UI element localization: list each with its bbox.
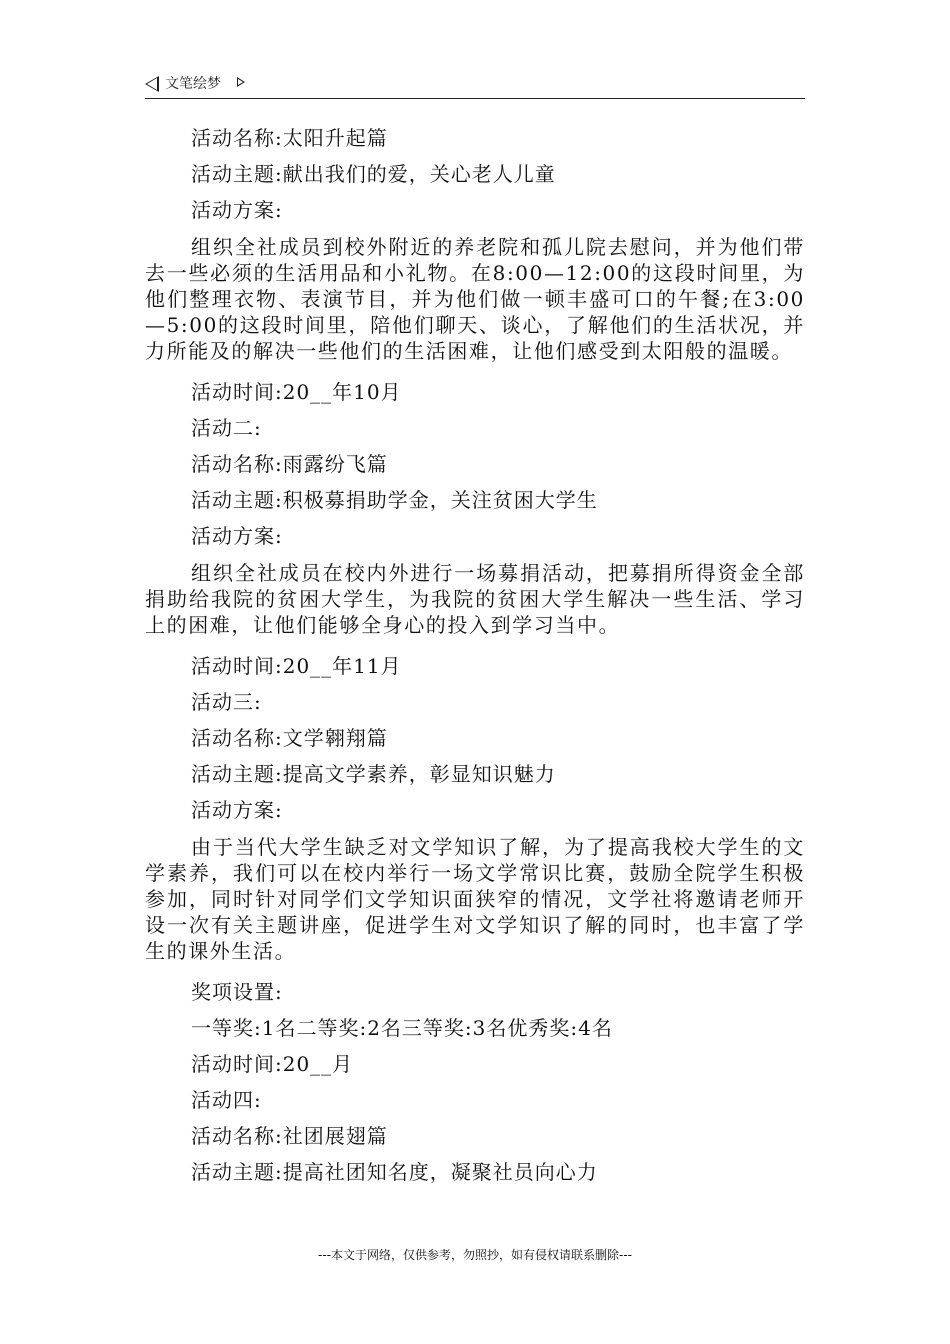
activity-heading: 活动三: [191,690,262,714]
activity-time-line: 活动时间:20__年10月 [191,380,402,404]
left-triangle-icon [145,76,159,92]
activity-theme-line: 活动主题:提高社团知名度，凝聚社员向心力 [191,1160,598,1184]
activity-theme-line: 活动主题:献出我们的爱，关心老人儿童 [191,162,556,186]
activity-name-line: 活动名称:社团展翅篇 [191,1124,388,1148]
document-body [145,120,805,1190]
activity-plan-heading: 活动方案: [191,524,283,548]
activity-time-line: 活动时间:20__年11月 [191,654,402,678]
activity-heading: 活动四: [191,1088,262,1112]
awards-heading: 奖项设置: [191,980,283,1004]
right-triangle-icon [237,77,245,87]
activity-time-line: 活动时间:20__月 [191,1052,354,1076]
activity-name-line: 活动名称:雨露纷飞篇 [191,452,388,476]
brand-name: 文笔绘梦 [165,76,221,92]
activity-heading: 活动二: [191,416,262,440]
activity-plan-heading: 活动方案: [191,798,283,822]
activity-plan-paragraph: 组织全社成员到校外附近的养老院和孤儿院去慰问，并为他们带去一些必须的生活用品和小礼物。在8:00—12:00的这段时间里，为他们整理衣物、表演节目，并为他们做一顿丰盛可口的午餐;在3:00—5:00的这段时间里，陪他们聊天、谈心，了解他们的生活状况，并力所能及的解决一些他们的生活困难，让他们感受到太阳般的温暖。 [145,235,805,363]
page-footer: ---本文于网络，仅供参考，勿照抄，如有侵权请联系删除--- [318,1248,632,1262]
awards-line: 一等奖:1名二等奖:2名三等奖:3名优秀奖:4名 [191,1016,613,1040]
activity-plan-heading: 活动方案: [191,198,283,222]
activity-name-line: 活动名称:太阳升起篇 [191,126,388,150]
activity-theme-line: 活动主题:积极募捐助学金，关注贫困大学生 [191,488,598,512]
activity-plan-paragraph: 由于当代大学生缺乏对文学知识了解，为了提高我校大学生的文学素养，我们可以在校内举行一场文学常识比赛，鼓励全院学生积极参加，同时针对同学们文学知识面狭窄的情况，文学社将邀请老师开设一次有关主题讲座，促进学生对文学知识了解的同时，也丰富了学生的课外生活。 [145,835,805,963]
page-header [145,74,805,99]
activity-plan-paragraph: 组织全社成员在校内外进行一场募捐活动，把募捐所得资金全部捐助给我院的贫困大学生，为我院的贫困大学生解决一些生活、学习上的困难，让他们能够全身心的投入到学习当中。 [145,561,805,637]
activity-theme-line: 活动主题:提高文学素养，彰显知识魅力 [191,762,556,786]
activity-name-line: 活动名称:文学翱翔篇 [191,726,388,750]
